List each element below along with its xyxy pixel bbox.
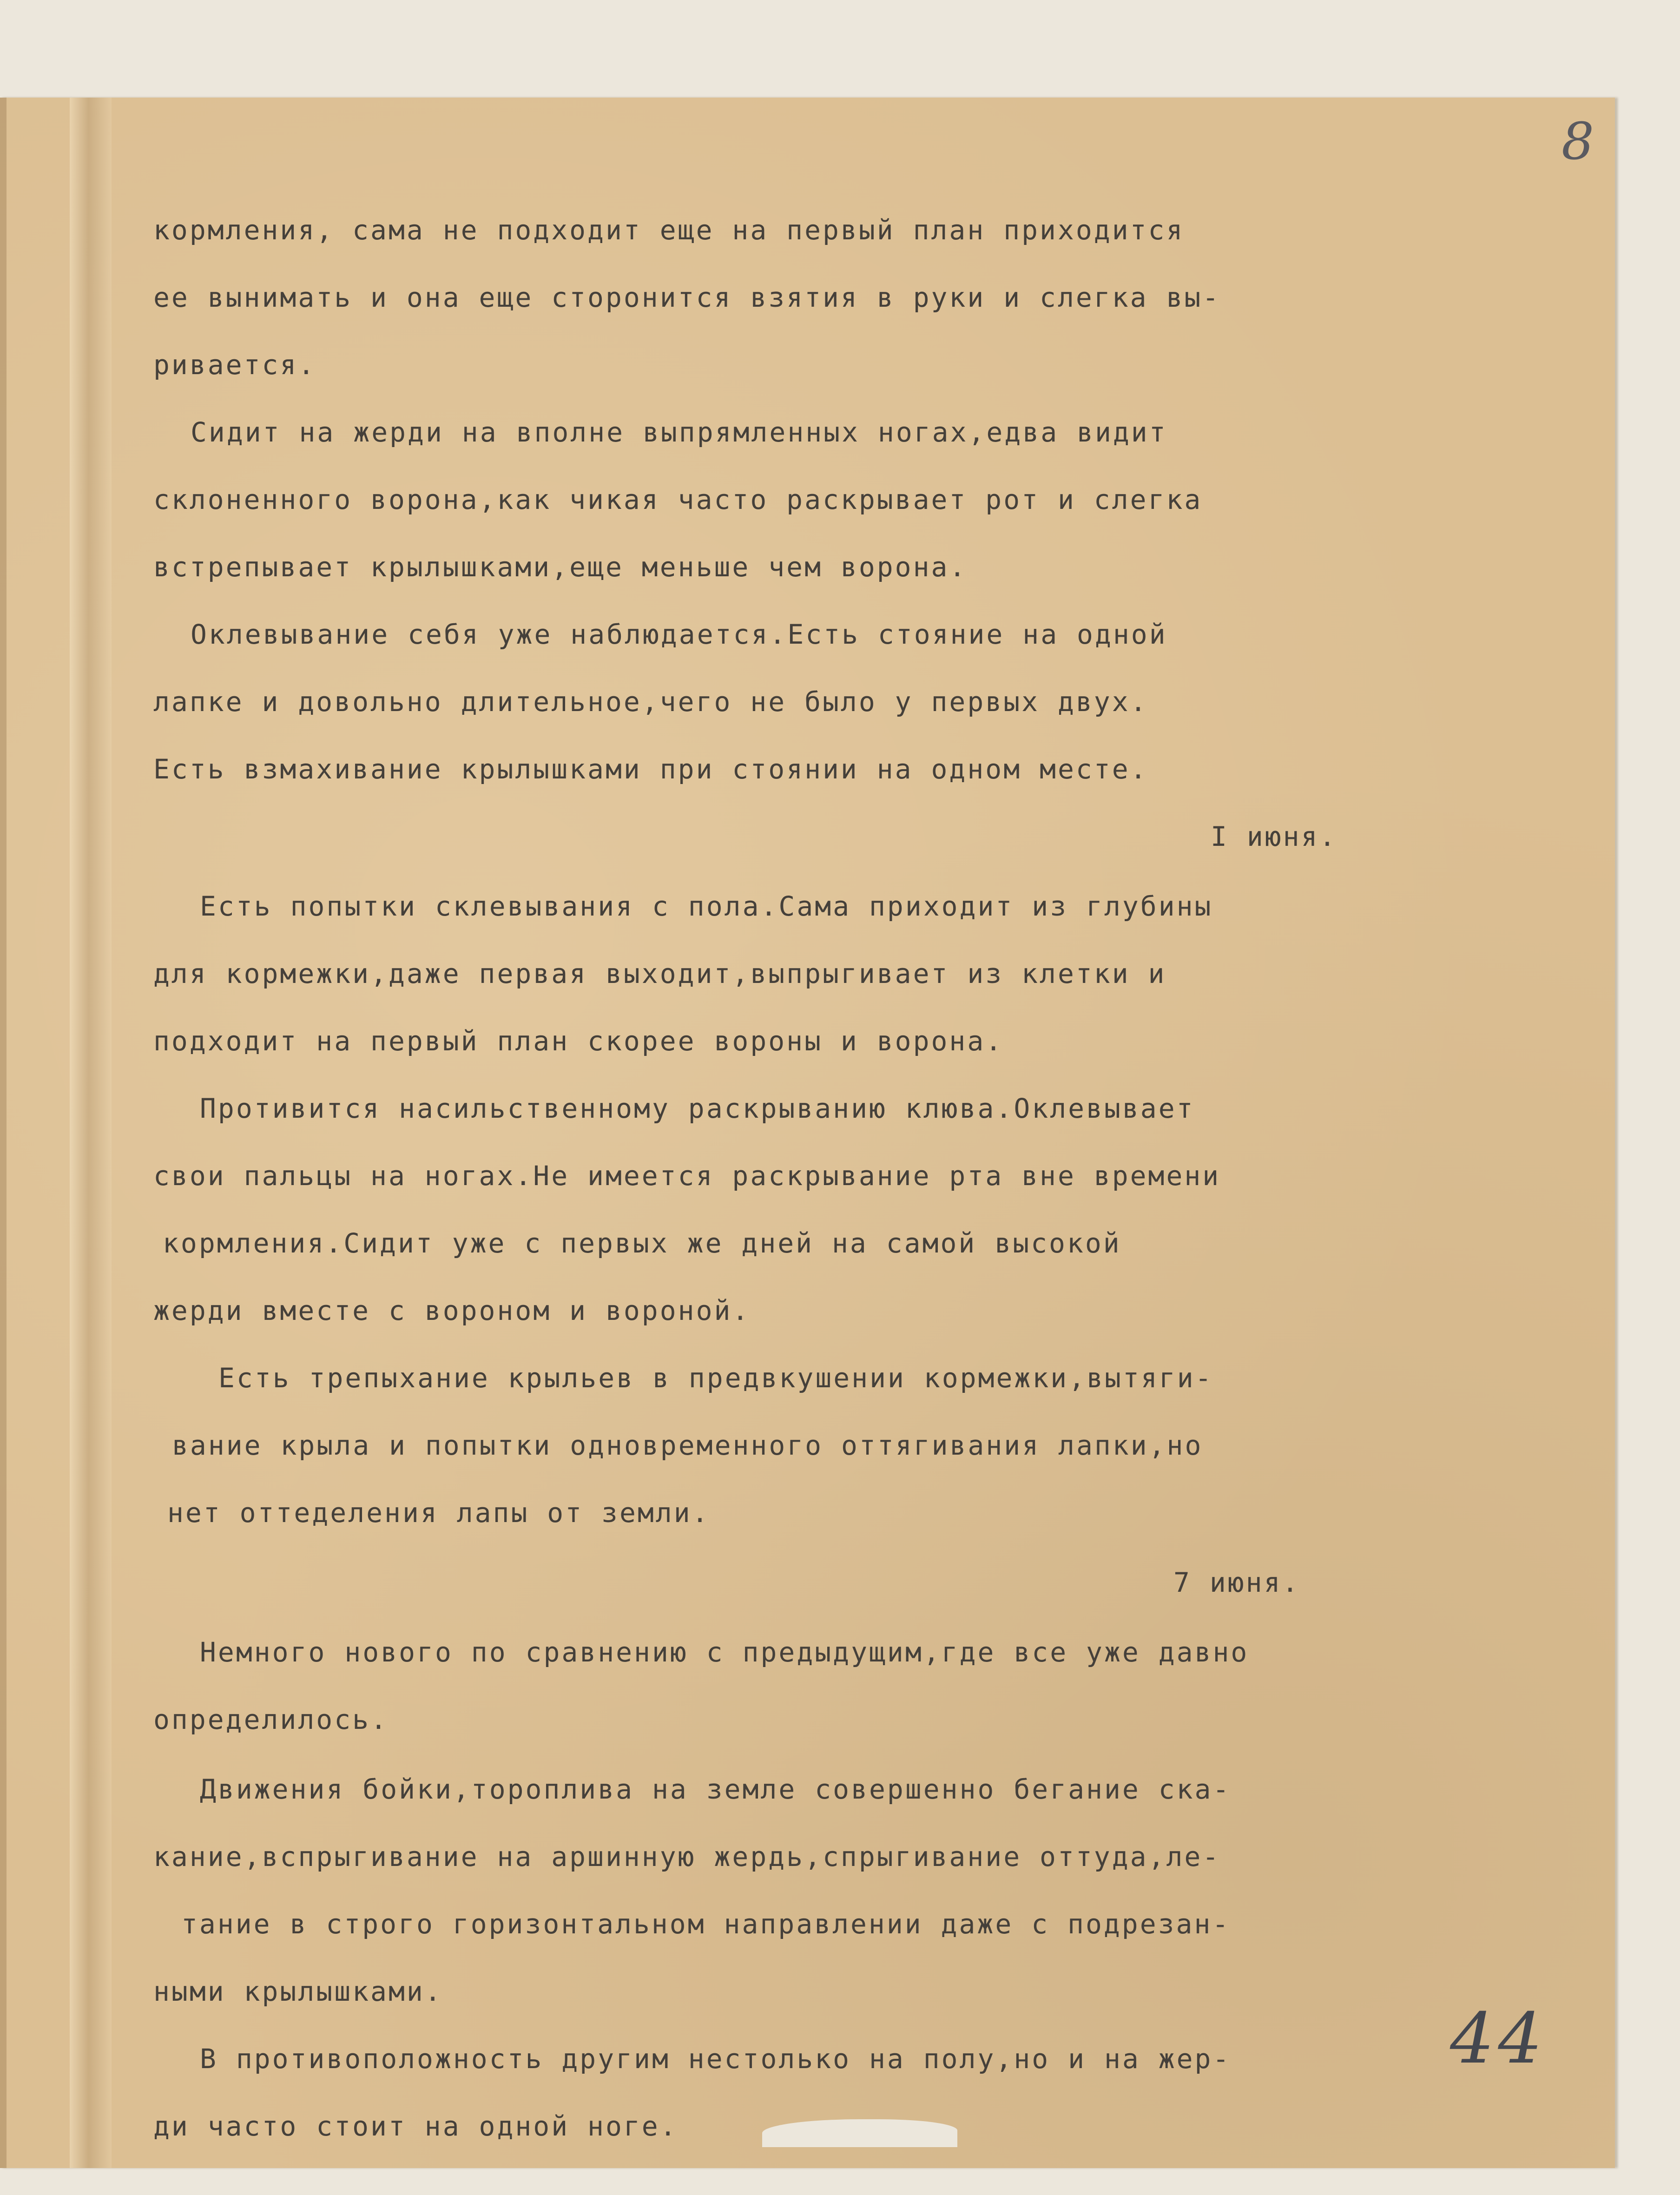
folio-number: 8: [1561, 112, 1594, 171]
text-line: лапке и довольно длительное,чего не было у первых двух.: [153, 686, 1148, 718]
text-line: Сидит на жерди на вполне выпрямленных ногах,едва видит: [191, 416, 1167, 448]
text-line: для кормежки,даже первая выходит,выпрыгивает из клетки и: [153, 958, 1166, 989]
text-line: Есть взмахивание крылышками при стоянии на одном месте.: [153, 753, 1148, 785]
paper-tear: [762, 2119, 957, 2147]
entry-date: I июня.: [1211, 821, 1337, 852]
text-line: Немного нового по сравнению с предыдущим,где все уже давно: [200, 1636, 1249, 1668]
text-line: кормления, сама не подходит еще на первый план приходится: [153, 214, 1185, 246]
text-line: подходит на первый план скорее вороны и ворона.: [153, 1025, 1004, 1057]
text-line: свои пальцы на ногах.Не имеется раскрывание рта вне времени: [153, 1160, 1221, 1192]
text-line: вание крыла и попытки одновременного оттягивания лапки,но: [172, 1430, 1203, 1461]
text-line: встрепывает крылышками,еще меньше чем ворона.: [153, 551, 968, 583]
text-line: ди часто стоит на одной ноге.: [153, 2110, 678, 2142]
text-line: Есть трепыхание крыльев в предвкушении кормежки,вытяги-: [218, 1362, 1213, 1394]
text-line: тание в строго горизонтальном направлении даже с подрезан-: [181, 1908, 1231, 1940]
text-line: нет оттеделения лапы от земли.: [167, 1497, 710, 1529]
text-line: склоненного ворона,как чикая часто раскрывает рот и слегка: [153, 484, 1203, 515]
page-fold: [70, 98, 112, 2168]
archive-sheet-number: 44: [1450, 1998, 1546, 2079]
text-line: кание,вспрыгивание на аршинную жердь,спрыгивание оттуда,ле-: [153, 1841, 1221, 1872]
text-line: кормления.Сидит уже с первых же дней на самой высокой: [163, 1227, 1121, 1259]
text-line: Движения бойки,тороплива на земле совершенно бегание ска-: [200, 1773, 1231, 1805]
text-line: ее вынимать и она еще сторонится взятия в руки и слегка вы-: [153, 282, 1221, 313]
text-line: жерди вместе с вороном и вороной.: [153, 1295, 751, 1326]
page-edge: [0, 98, 7, 2168]
text-line: Есть попытки склевывания с пола.Сама приходит из глубины: [200, 890, 1213, 922]
entry-date: 7 июня.: [1173, 1567, 1300, 1598]
text-line: ными крылышками.: [153, 1976, 443, 2007]
text-line: Противится насильственному раскрыванию клюва.Оклевывает: [200, 1093, 1195, 1124]
text-line: ривается.: [153, 349, 316, 381]
text-line: Оклевывание себя уже наблюдается.Есть стояние на одной: [191, 619, 1167, 650]
text-line: В противоположность другим нестолько на полу,но и на жер-: [200, 2043, 1231, 2075]
text-line: определилось.: [153, 1704, 389, 1735]
